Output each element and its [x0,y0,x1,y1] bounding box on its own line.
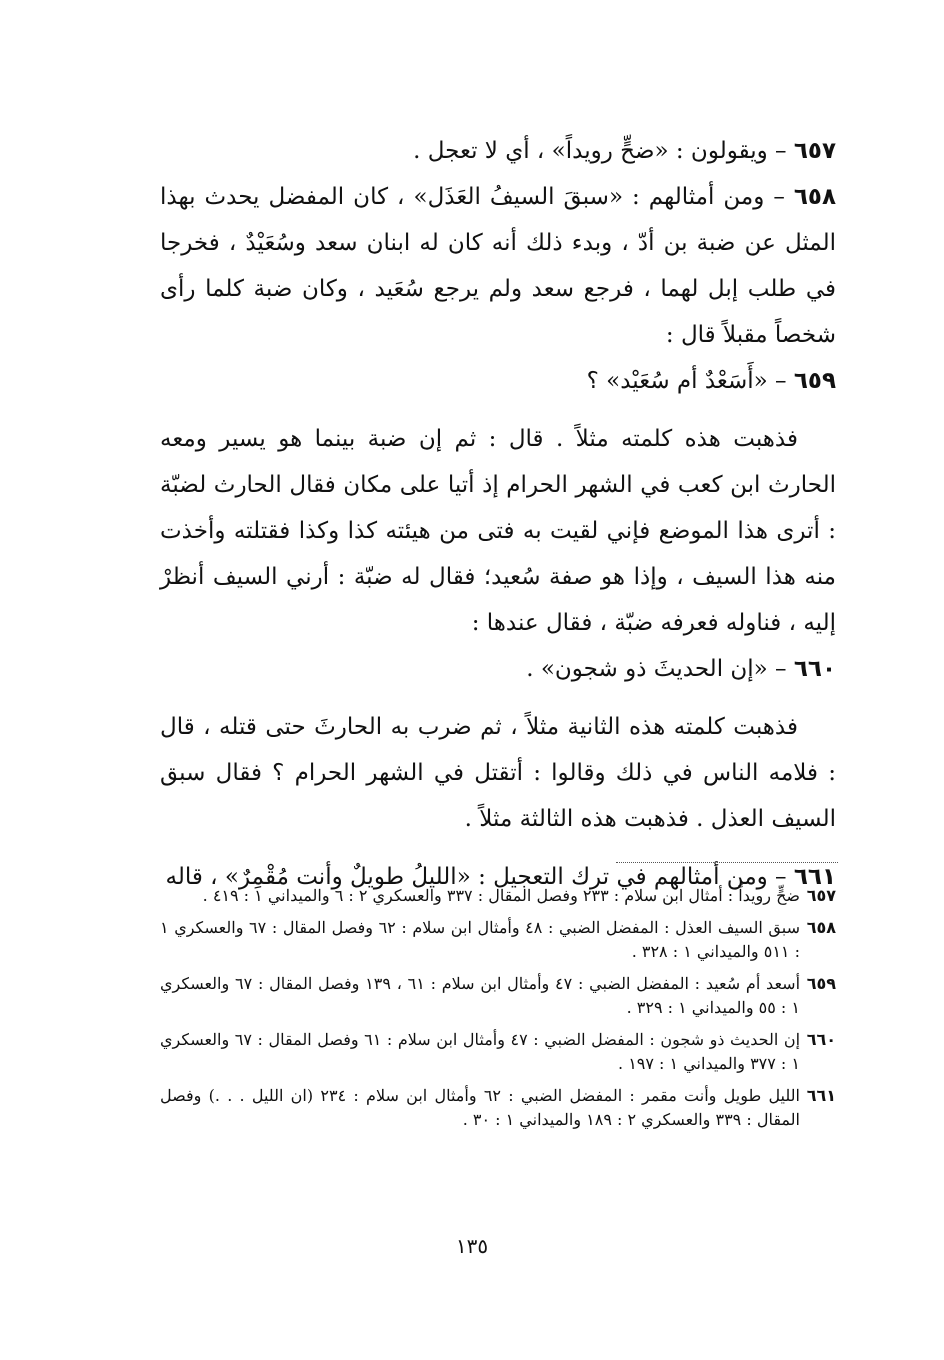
entry-number: ٦٦١ [793,864,836,890]
footnote-657 [160,884,836,908]
entry-number: ٦٦٠ [793,656,836,682]
footnote-text: سبق السيف العذل : المفضل الضبي : ٤٨ وأمثال ابن سلام : ٦٢ وفصل المقال : ٦٧ والعسكري ١ : ٥١١ والميداني ١ : ٣٢٨ . [160,918,801,961]
paragraph-2: فذهبت كلمته هذه الثانية مثلاً ، ثم ضرب به الحارثَ حتى قتله ، قال : فلامه الناس في ذلك وقالوا : أتقتل في الشهر الحرام ؟ فقال سبق السيف العذل . فذهبت هذه الثالثة مثلاً . [160,714,836,832]
paragraph-1: فذهبت هذه كلمته مثلاً . قال : ثم إن ضبة بينما هو يسير ومعه الحارث ابن كعب في الشهر الحرام إذ أتيا على مكان فقال الحارث لضبّة : أترى هذا الموضع فإني لقيت به فتى من هيئته كذا وكذا فقتلته وأخذت منه هذا السيف ، وإذا هو صفة سُعيد؛ فقال له ضبّة : أرني السيف أنظرْ إليه ، فناوله فعرفه ضبّة ، فقال عندها : [160,426,836,636]
footnote-660 [160,1028,836,1076]
footnotes [160,884,836,1140]
footnote-number: ٦٦١ [806,1086,836,1105]
entry-number: ٦٥٨ [793,184,836,210]
footnote-text: أسعد أم سُعيد : المفضل الضبي : ٤٧ وأمثال ابن سلام : ٦١ ، ١٣٩ وفصل المقال : ٦٧ والعسكري ١ : ٥٥ والميداني ١ : ٣٢٩ . [160,974,801,1017]
entry-658 [160,174,836,358]
entry-657 [160,128,836,174]
entry-number: ٦٥٩ [793,368,836,394]
footnote-661 [160,1084,836,1132]
entry-text: – «أَسَعْدٌ أم سُعَيْد» ؟ [586,368,787,394]
main-text [160,128,836,900]
entry-text: – ومن أمثالهم في ترك التعجيل : «الليلُ طويلٌ وأنت مُقْمِرٌ» ، قاله [165,864,787,890]
footnote-divider [616,862,838,863]
entry-660 [160,646,836,692]
footnote-number: ٦٥٨ [806,918,836,937]
entry-659 [160,358,836,404]
footnote-text: ضحٍّ رويداً : أمثال ابن سلام : ٢٣٣ وفصل المقال : ٣٣٧ والعسكري ٢ : ٦ والميداني ١ : ٤١٩ . [202,886,800,905]
entry-text: – «إن الحديثَ ذو شجون» . [526,656,787,682]
page-number: ١٣٥ [455,1234,489,1258]
footnote-text: إن الحديث ذو شجون : المفضل الضبي : ٤٧ وأمثال ابن سلام : ٦١ وفصل المقال : ٦٧ والعسكري ١ : ٣٧٧ والميداني ١ : ١٩٧ . [160,1030,801,1073]
footnote-text: الليل طويل وأنت مقمر : المفضل الضبي : ٦٢ وأمثال ابن سلام : ٢٣٤ (ان الليل . . .) وفصل المقال : ٣٣٩ والعسكري ٢ : ١٨٩ والميداني ١ : ٣٠ . [160,1086,801,1129]
footnote-number: ٦٦٠ [806,1030,836,1049]
entry-text: – ومن أمثالهم : «سبقَ السيفُ العَذَل» ، كان المفضل يحدث بهذا المثل عن ضبة بن أدّ ، وبدء ذلك أنه كان له ابنان سعد وسُعَيْدٌ ، فخرجا في طلب إبل لهما ، فرجع سعد ولم يرجع سُعَيد ، وكان ضبة كلما رأى شخصاً مقبلاً قال : [160,184,836,348]
entry-text: – ويقولون : «ضحٍّ رويداً» ، أي لا تعجل . [413,138,787,164]
entry-number: ٦٥٧ [793,138,836,164]
footnote-659 [160,972,836,1020]
footnote-number: ٦٥٧ [806,886,836,905]
footnote-number: ٦٥٩ [806,974,836,993]
footnote-658 [160,916,836,964]
